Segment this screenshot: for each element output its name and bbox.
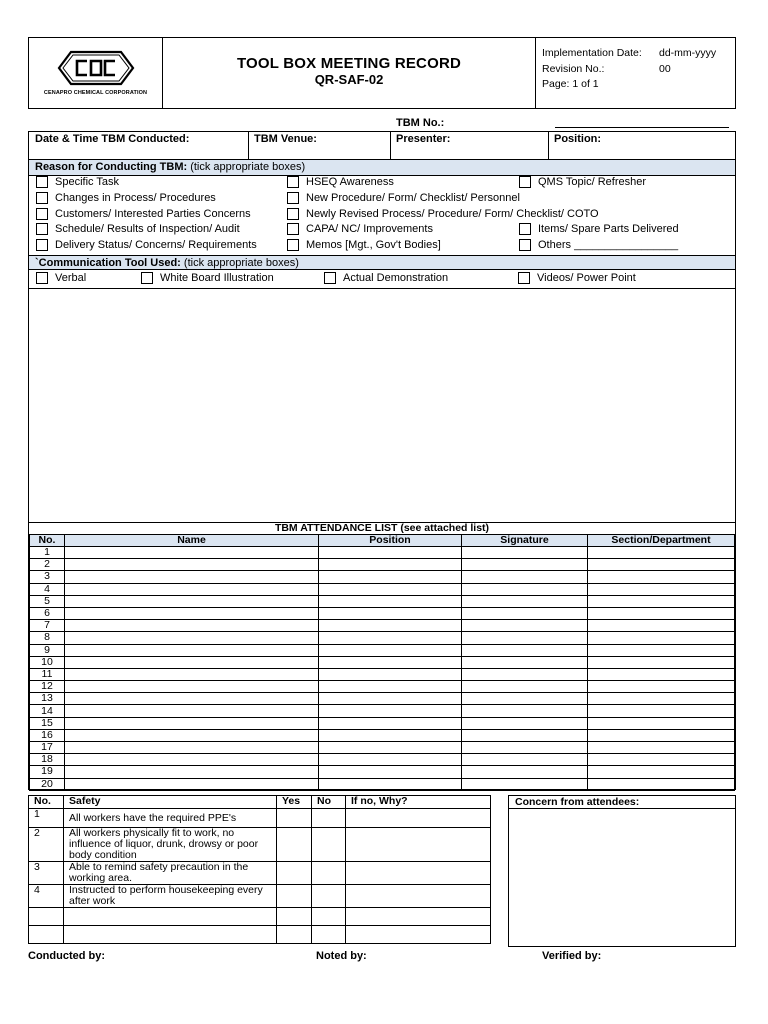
row-number: 9 [30, 644, 65, 656]
divider [29, 288, 735, 289]
name-cell[interactable] [65, 571, 319, 583]
position-cell[interactable] [319, 607, 462, 619]
checkbox-box[interactable] [287, 192, 299, 204]
department-cell[interactable] [588, 644, 735, 656]
column-header: No. [29, 796, 64, 809]
checkbox-box[interactable] [36, 272, 48, 284]
checkbox-qms-topic[interactable]: QMS Topic/ Refresher [519, 176, 646, 188]
department-cell[interactable] [588, 778, 735, 790]
name-cell[interactable] [65, 766, 319, 778]
checkbox-videos[interactable]: Videos/ Power Point [518, 272, 636, 284]
department-cell[interactable] [588, 595, 735, 607]
name-cell[interactable] [65, 668, 319, 680]
safety-number: 1 [29, 809, 64, 828]
no-cell[interactable] [312, 862, 346, 885]
department-cell[interactable] [588, 559, 735, 571]
department-cell[interactable] [588, 607, 735, 619]
signature-cell[interactable] [462, 693, 588, 705]
safety-item [64, 926, 277, 944]
position-cell[interactable] [319, 778, 462, 790]
venue-field[interactable]: TBM Venue: [254, 133, 317, 145]
department-cell[interactable] [588, 705, 735, 717]
name-cell[interactable] [65, 620, 319, 632]
communication-heading: `Communication Tool Used: (tick appropriate boxes) [29, 255, 735, 270]
department-cell[interactable] [588, 693, 735, 705]
yes-cell[interactable] [277, 828, 312, 862]
reason-cell[interactable] [346, 828, 491, 862]
checkbox-box[interactable] [287, 208, 299, 220]
department-cell[interactable] [588, 668, 735, 680]
safety-number: 3 [29, 862, 64, 885]
table-row [30, 632, 735, 644]
position-cell[interactable] [319, 547, 462, 559]
row-number: 1 [30, 547, 65, 559]
checkbox-box[interactable] [141, 272, 153, 284]
safety-item: Able to remind safety precaution in the working area. [64, 862, 277, 885]
table-row [30, 754, 735, 766]
row-number: 2 [30, 559, 65, 571]
row-number: 4 [30, 583, 65, 595]
name-cell[interactable] [65, 583, 319, 595]
implementation-date-value[interactable]: dd-mm-yyyy [659, 47, 717, 59]
checkbox-box[interactable] [287, 239, 299, 251]
signature-cell[interactable] [462, 729, 588, 741]
checkbox-box[interactable] [287, 223, 299, 235]
yes-cell[interactable] [277, 862, 312, 885]
position-cell[interactable] [319, 681, 462, 693]
safety-number [29, 926, 64, 944]
safety-item: Instructed to perform housekeeping every after work [64, 885, 277, 908]
department-cell[interactable] [588, 656, 735, 668]
row-number: 6 [30, 607, 65, 619]
table-row [29, 908, 491, 926]
name-cell[interactable] [65, 681, 319, 693]
row-number: 18 [30, 754, 65, 766]
signature-cell[interactable] [462, 547, 588, 559]
revision-value: 00 [659, 62, 671, 75]
name-cell[interactable] [65, 632, 319, 644]
position-cell[interactable] [319, 693, 462, 705]
row-number: 16 [30, 729, 65, 741]
row-number: 17 [30, 742, 65, 754]
checkbox-schedule-inspection[interactable]: Schedule/ Results of Inspection/ Audit [36, 223, 240, 235]
checkbox-box[interactable] [36, 208, 48, 220]
department-cell[interactable] [588, 717, 735, 729]
attendance-table [29, 534, 735, 791]
checkbox-box[interactable] [324, 272, 336, 284]
concern-box[interactable] [508, 795, 736, 947]
column-header: Name [65, 535, 319, 547]
row-number: 12 [30, 681, 65, 693]
signature-cell[interactable] [462, 705, 588, 717]
yes-cell[interactable] [277, 908, 312, 926]
checkbox-capa[interactable]: CAPA/ NC/ Improvements [287, 223, 433, 235]
signature-cell[interactable] [462, 583, 588, 595]
signature-cell[interactable] [462, 644, 588, 656]
signature-cell[interactable] [462, 717, 588, 729]
department-cell[interactable] [588, 620, 735, 632]
checkbox-newly-revised-process[interactable]: Newly Revised Process/ Procedure/ Form/ Checklist/ COTO [287, 208, 599, 220]
checkbox-box[interactable] [36, 192, 48, 204]
name-cell[interactable] [65, 754, 319, 766]
table-row [30, 705, 735, 717]
document-meta [536, 38, 735, 108]
checkbox-box[interactable] [36, 223, 48, 235]
department-cell[interactable] [588, 754, 735, 766]
reason-cell[interactable] [346, 885, 491, 908]
table-row [30, 656, 735, 668]
meeting-details [28, 131, 736, 790]
checkbox-actual-demonstration[interactable]: Actual Demonstration [324, 272, 448, 284]
position-cell[interactable] [319, 632, 462, 644]
row-number: 13 [30, 693, 65, 705]
row-number: 5 [30, 595, 65, 607]
table-row [30, 559, 735, 571]
column-header: If no, Why? [346, 796, 491, 809]
table-row [30, 729, 735, 741]
position-cell[interactable] [319, 742, 462, 754]
position-cell[interactable] [319, 729, 462, 741]
tbm-no-field[interactable] [555, 127, 729, 128]
signature-cell[interactable] [462, 632, 588, 644]
name-cell[interactable] [65, 656, 319, 668]
name-cell[interactable] [65, 547, 319, 559]
department-cell[interactable] [588, 729, 735, 741]
position-cell[interactable] [319, 754, 462, 766]
position-cell[interactable] [319, 717, 462, 729]
checkbox-box[interactable] [519, 223, 531, 235]
column-header: Safety [64, 796, 277, 809]
company-logo-icon [29, 42, 163, 94]
no-cell[interactable] [312, 908, 346, 926]
form-title: TOOL BOX MEETING RECORD [236, 55, 462, 72]
safety-item [64, 908, 277, 926]
department-cell[interactable] [588, 571, 735, 583]
checkbox-box[interactable] [519, 239, 531, 251]
position-cell[interactable] [319, 656, 462, 668]
row-number: 11 [30, 668, 65, 680]
table-row [30, 717, 735, 729]
column-header: No. [30, 535, 65, 547]
yes-cell[interactable] [277, 885, 312, 908]
no-cell[interactable] [312, 828, 346, 862]
checkbox-items-delivered[interactable]: Items/ Spare Parts Delivered [519, 223, 679, 235]
signature-cell[interactable] [462, 681, 588, 693]
table-row [30, 607, 735, 619]
reason-cell[interactable] [346, 926, 491, 944]
checkbox-verbal[interactable]: Verbal [36, 272, 86, 284]
reason-cell[interactable] [346, 809, 491, 828]
position-field[interactable]: Position: [554, 133, 602, 145]
presenter-field[interactable]: Presenter: [396, 133, 451, 145]
name-cell[interactable] [65, 607, 319, 619]
checkbox-box[interactable] [36, 239, 48, 251]
table-row [30, 766, 735, 778]
row-number: 20 [30, 778, 65, 790]
safety-item: All workers physically fit to work, no influence of liquor, drunk, drowsy or poor body condition [64, 828, 277, 862]
checkbox-memos[interactable]: Memos [Mgt., Gov't Bodies] [287, 239, 441, 251]
table-row [30, 668, 735, 680]
name-cell[interactable] [65, 693, 319, 705]
signature-cell[interactable] [462, 595, 588, 607]
row-number: 10 [30, 656, 65, 668]
checkbox-others[interactable]: Others _________________ [519, 239, 678, 251]
name-cell[interactable] [65, 729, 319, 741]
checkbox-specific-task[interactable]: Specific Task [36, 176, 119, 188]
position-cell[interactable] [319, 705, 462, 717]
safety-number [29, 908, 64, 926]
reason-cell[interactable] [346, 908, 491, 926]
checkbox-hseq-awareness[interactable]: HSEQ Awareness [287, 176, 394, 188]
position-cell[interactable] [319, 571, 462, 583]
attendance-title: TBM ATTENDANCE LIST (see attached list) [274, 522, 490, 534]
form-code: QR-SAF-02 [314, 72, 384, 87]
position-cell[interactable] [319, 559, 462, 571]
noted-by-label: Noted by: [316, 950, 367, 962]
department-cell[interactable] [588, 583, 735, 595]
checkbox-box[interactable] [287, 176, 299, 188]
signature-cell[interactable] [462, 571, 588, 583]
column-header: Yes [277, 796, 312, 809]
row-number: 7 [30, 620, 65, 632]
signature-cell[interactable] [462, 668, 588, 680]
conducted-by-label: Conducted by: [28, 950, 105, 962]
reason-heading: Reason for Conducting TBM: (tick appropriate boxes) [29, 160, 735, 176]
table-row [29, 885, 491, 908]
checkbox-customers-concerns[interactable]: Customers/ Interested Parties Concerns [36, 208, 251, 220]
department-cell[interactable] [588, 766, 735, 778]
checkbox-new-procedure[interactable]: New Procedure/ Form/ Checklist/ Personnel [287, 192, 520, 204]
checkbox-box[interactable] [518, 272, 530, 284]
revision-label: Revision No.: [542, 62, 605, 75]
reason-cell[interactable] [346, 862, 491, 885]
signature-cell[interactable] [462, 742, 588, 754]
table-row [30, 681, 735, 693]
column-header: Section/Department [588, 535, 735, 547]
signature-cell[interactable] [462, 778, 588, 790]
position-cell[interactable] [319, 668, 462, 680]
table-row [30, 595, 735, 607]
position-cell[interactable] [319, 644, 462, 656]
signature-cell[interactable] [462, 620, 588, 632]
table-row [29, 862, 491, 885]
company-name: CENAPRO CHEMICAL CORPORATION [43, 90, 148, 96]
position-cell[interactable] [319, 620, 462, 632]
signature-cell[interactable] [462, 559, 588, 571]
tbm-no-label: TBM No.: [396, 117, 445, 129]
checkbox-white-board[interactable]: White Board Illustration [141, 272, 274, 284]
table-row [29, 926, 491, 944]
table-row [29, 828, 491, 862]
row-number: 3 [30, 571, 65, 583]
info-row [29, 132, 735, 160]
safety-item: All workers have the required PPE's [64, 809, 277, 828]
row-number: 15 [30, 717, 65, 729]
no-cell[interactable] [312, 885, 346, 908]
name-cell[interactable] [65, 778, 319, 790]
column-header: Signature [462, 535, 588, 547]
row-number: 8 [30, 632, 65, 644]
column-header: Position [319, 535, 462, 547]
table-row [30, 583, 735, 595]
safety-number: 4 [29, 885, 64, 908]
table-row [30, 571, 735, 583]
table-row [30, 742, 735, 754]
title-cell [163, 38, 536, 108]
position-cell[interactable] [319, 766, 462, 778]
row-number: 19 [30, 766, 65, 778]
safety-header-row [29, 796, 491, 809]
row-number: 14 [30, 705, 65, 717]
logo-cell [29, 38, 163, 108]
safety-number: 2 [29, 828, 64, 862]
position-cell[interactable] [319, 595, 462, 607]
department-cell[interactable] [588, 547, 735, 559]
name-cell[interactable] [65, 742, 319, 754]
department-cell[interactable] [588, 632, 735, 644]
concern-label: Concern from attendees: [509, 796, 735, 809]
signature-cell[interactable] [462, 754, 588, 766]
form-header [28, 37, 736, 109]
yes-cell[interactable] [277, 926, 312, 944]
department-cell[interactable] [588, 681, 735, 693]
no-cell[interactable] [312, 926, 346, 944]
name-cell[interactable] [65, 644, 319, 656]
checkbox-box[interactable] [36, 176, 48, 188]
no-cell[interactable] [312, 809, 346, 828]
verified-by-label: Verified by: [542, 950, 602, 962]
table-row [30, 620, 735, 632]
column-header: No [312, 796, 346, 809]
table-row [30, 644, 735, 656]
name-cell[interactable] [65, 717, 319, 729]
safety-checklist [28, 795, 491, 944]
checkbox-delivery-status[interactable]: Delivery Status/ Concerns/ Requirements [36, 239, 257, 251]
table-row [30, 778, 735, 790]
table-row [30, 547, 735, 559]
checkbox-box[interactable] [519, 176, 531, 188]
signature-cell[interactable] [462, 766, 588, 778]
name-cell[interactable] [65, 595, 319, 607]
table-row [30, 693, 735, 705]
date-time-field[interactable]: Date & Time TBM Conducted: [35, 133, 190, 145]
department-cell[interactable] [588, 742, 735, 754]
signature-cell[interactable] [462, 656, 588, 668]
attendance-header-row [30, 535, 735, 547]
signature-cell[interactable] [462, 607, 588, 619]
page-indicator: Page: 1 of 1 [542, 78, 599, 90]
yes-cell[interactable] [277, 809, 312, 828]
table-row [29, 809, 491, 828]
checkbox-changes-in-process[interactable]: Changes in Process/ Procedures [36, 192, 216, 204]
position-cell[interactable] [319, 583, 462, 595]
implementation-date-label: Implementation Date: [542, 47, 642, 59]
name-cell[interactable] [65, 559, 319, 571]
name-cell[interactable] [65, 705, 319, 717]
